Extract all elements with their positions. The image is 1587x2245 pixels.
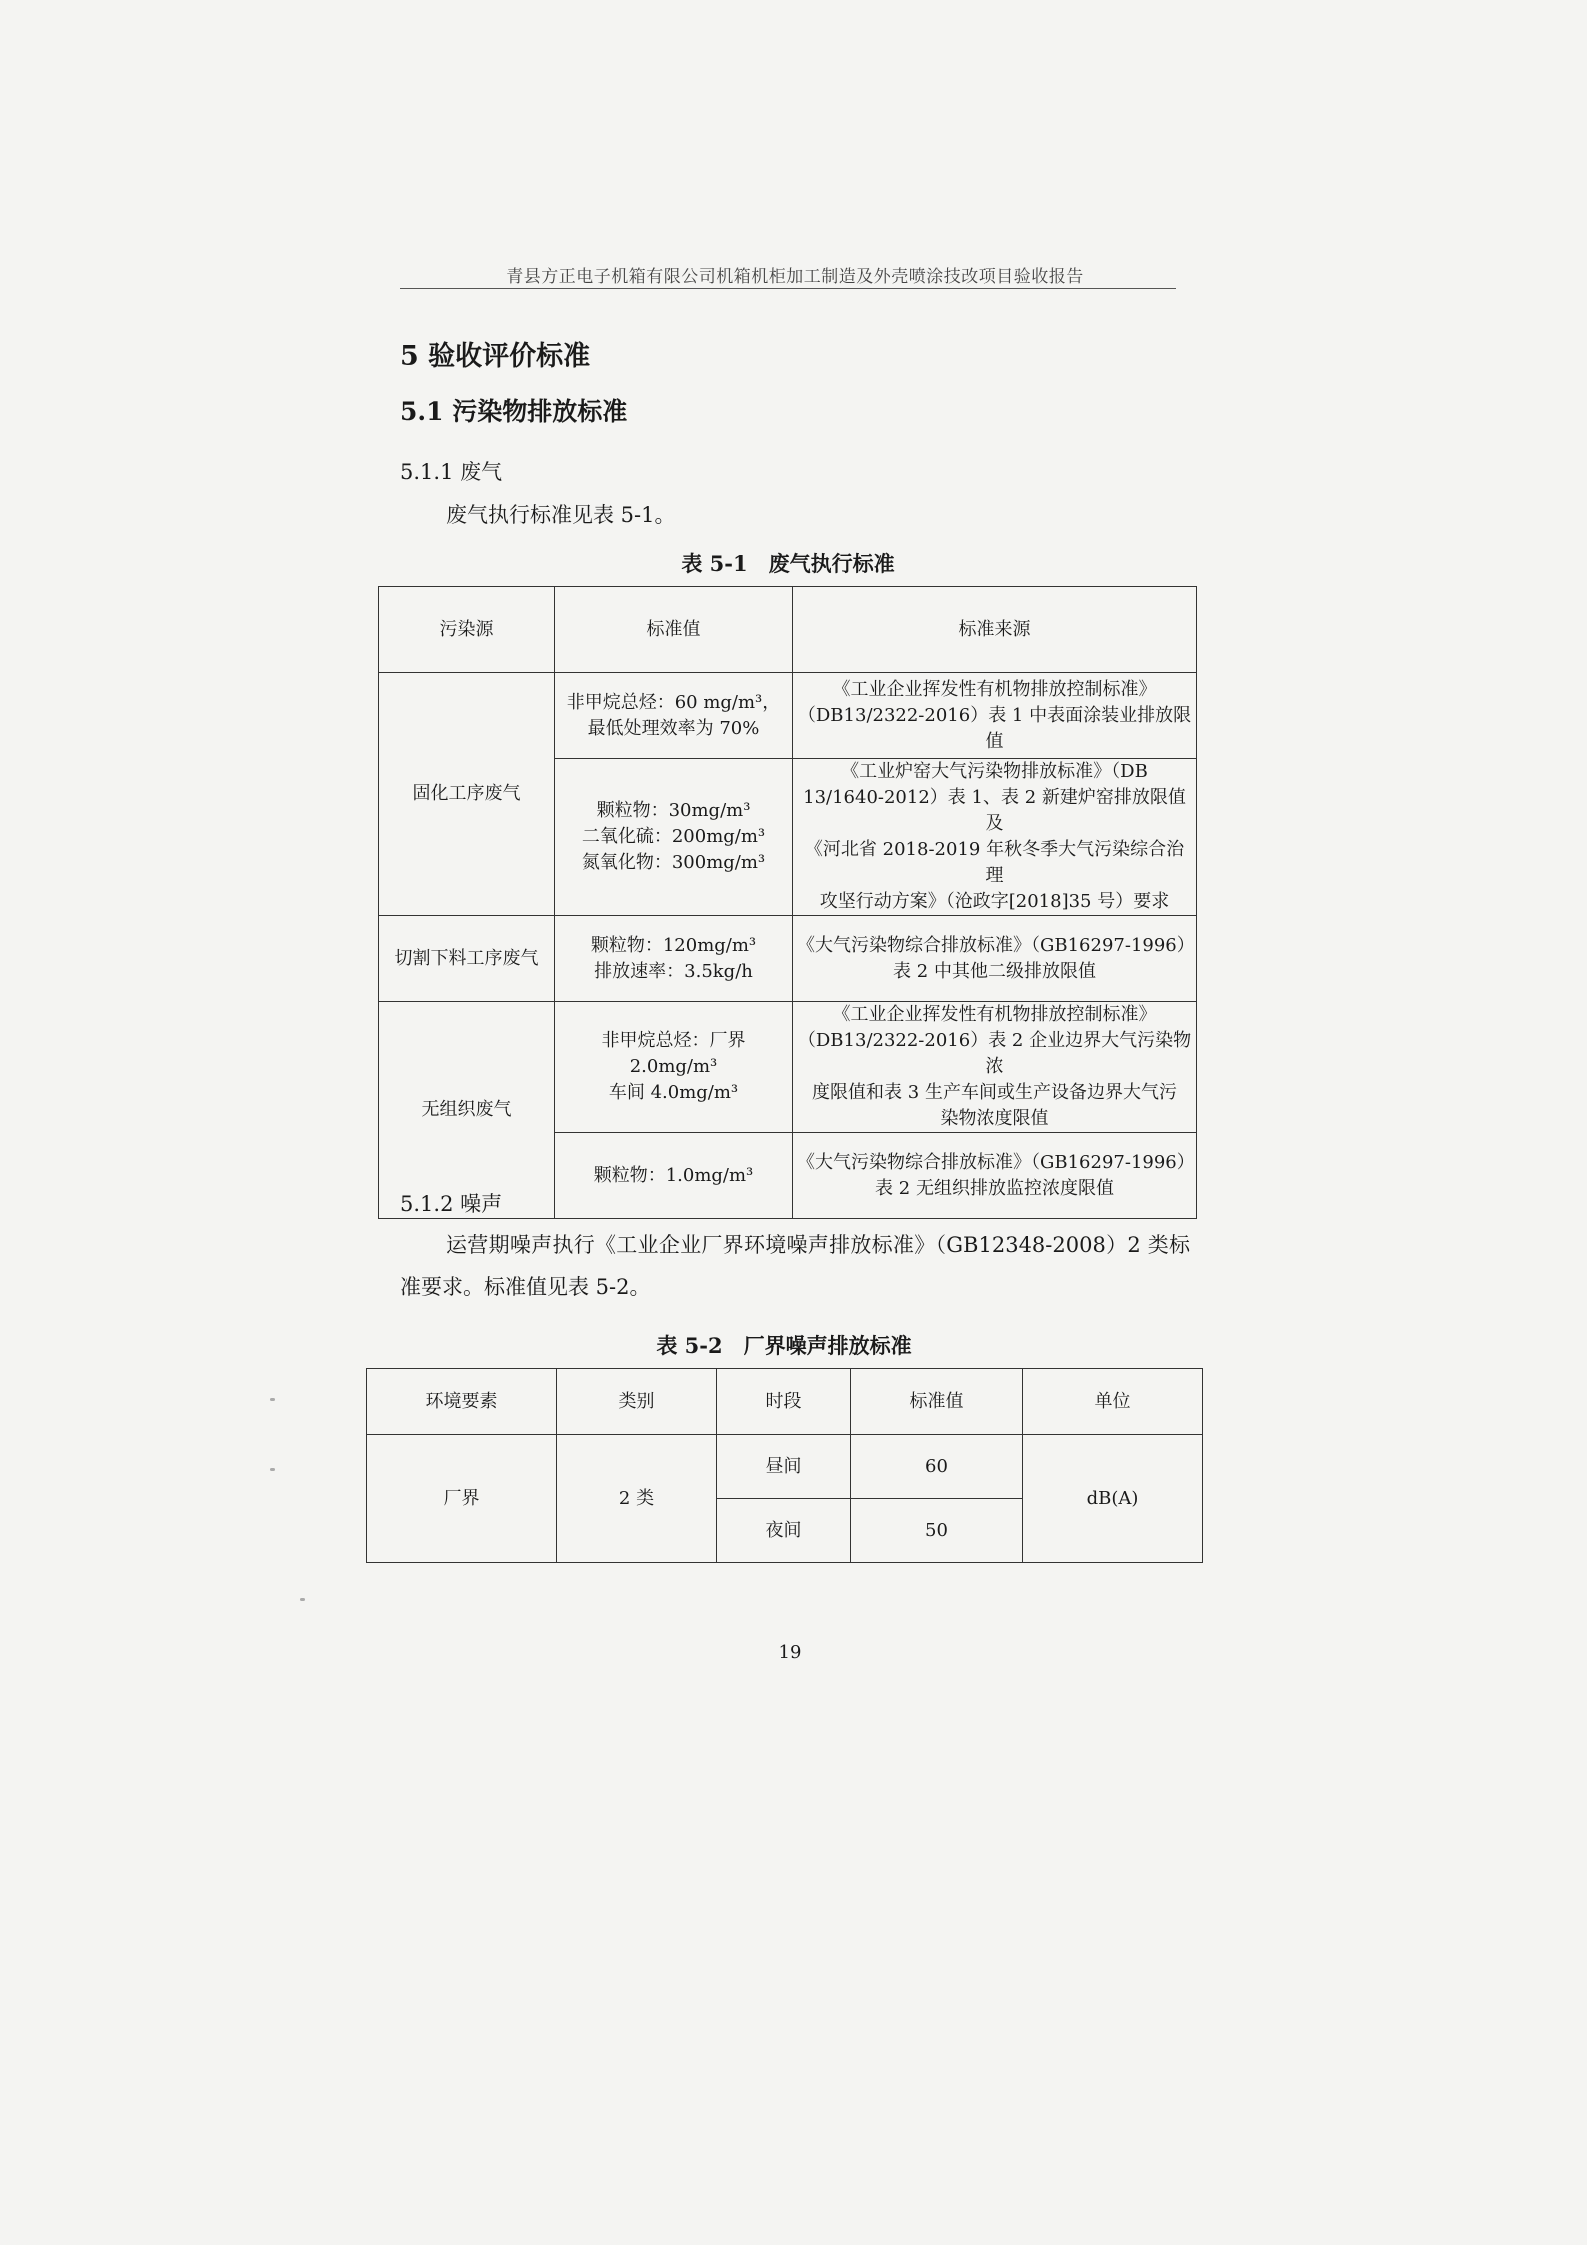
table-header-cell: 标准值 <box>555 587 793 673</box>
table-header-cell: 污染源 <box>379 587 555 673</box>
standard-source-cell: 《工业企业挥发性有机物排放控制标准》 （DB13/2322-2016）表 1 中表面涂装业排放限值 <box>793 673 1197 759</box>
standard-source-cell: 《工业企业挥发性有机物排放控制标准》 （DB13/2322-2016）表 2 企业边界大气污染物浓 度限值和表 3 生产车间或生产设备边界大气污 染物浓度限值 <box>793 1002 1197 1133</box>
table-header-cell: 时段 <box>717 1369 851 1435</box>
standard-value-cell: 非甲烷总烃：厂界 2.0mg/m³ 车间 4.0mg/m³ <box>555 1002 793 1133</box>
standard-value-cell: 60 <box>851 1435 1023 1499</box>
table-header-cell: 环境要素 <box>367 1369 557 1435</box>
header-rule <box>400 288 1176 289</box>
table2-caption: 表 5-2 厂界噪声排放标准 <box>656 1333 912 1358</box>
section-title: 5.1 污染物排放标准 <box>400 397 628 426</box>
standard-value-cell: 颗粒物：30mg/m³ 二氧化硫：200mg/m³ 氮氧化物：300mg/m³ <box>555 759 793 916</box>
table-header-cell: 标准值 <box>851 1369 1023 1435</box>
exhaust-paragraph: 废气执行标准见表 5-1。 <box>446 503 676 527</box>
standard-value-cell: 50 <box>851 1499 1023 1563</box>
standard-source-cell: 《大气污染物综合排放标准》（GB16297-1996） 表 2 中其他二级排放限值 <box>793 916 1197 1002</box>
unit-cell: dB(A) <box>1023 1435 1203 1563</box>
noise-standards-table <box>366 1368 1203 1563</box>
standard-value-cell: 颗粒物：1.0mg/m³ <box>555 1133 793 1219</box>
environment-element-cell: 厂界 <box>367 1435 557 1563</box>
table-row <box>379 916 1197 1002</box>
pollution-source-cell: 无组织废气 <box>379 1002 555 1219</box>
table-row <box>379 673 1197 759</box>
category-cell: 2 类 <box>557 1435 717 1563</box>
page-number: 19 <box>778 1642 802 1663</box>
scan-speck <box>270 1468 275 1471</box>
table-header-row <box>367 1369 1203 1435</box>
scan-speck <box>270 1398 275 1401</box>
table1-caption: 表 5-1 废气执行标准 <box>681 551 895 576</box>
standard-value-cell: 颗粒物：120mg/m³ 排放速率：3.5kg/h <box>555 916 793 1002</box>
exhaust-standards-table <box>378 586 1197 1219</box>
period-cell: 夜间 <box>717 1499 851 1563</box>
table-row <box>367 1435 1203 1499</box>
subsection-title-noise: 5.1.2 噪声 <box>400 1192 503 1216</box>
noise-paragraph: 运营期噪声执行《工业企业厂界环境噪声排放标准》（GB12348-2008）2 类标准要求。标准值见表 5-2。 <box>400 1233 1190 1299</box>
standard-value-cell: 非甲烷总烃：60 mg/m³， 最低处理效率为 70% <box>555 673 793 759</box>
period-cell: 昼间 <box>717 1435 851 1499</box>
table-header-cell: 类别 <box>557 1369 717 1435</box>
pollution-source-cell: 切割下料工序废气 <box>379 916 555 1002</box>
standard-source-cell: 《大气污染物综合排放标准》（GB16297-1996） 表 2 无组织排放监控浓度限值 <box>793 1133 1197 1219</box>
table-header-cell: 单位 <box>1023 1369 1203 1435</box>
table-header-cell: 标准来源 <box>793 587 1197 673</box>
table-row <box>379 1002 1197 1133</box>
standard-source-cell: 《工业炉窑大气污染物排放标准》（DB 13/1640-2012）表 1、表 2 新建炉窑排放限值及 《河北省 2018-2019 年秋冬季大气污染综合治理 攻坚行动方案》（沧政字[2018]35 号）要求 <box>793 759 1197 916</box>
scan-speck <box>300 1598 305 1601</box>
table-header-row <box>379 587 1197 673</box>
running-header: 青县方正电子机箱有限公司机箱机柜加工制造及外壳喷涂技改项目验收报告 <box>506 267 1084 287</box>
chapter-title: 5 验收评价标准 <box>400 341 591 372</box>
pollution-source-cell: 固化工序废气 <box>379 673 555 916</box>
subsection-title-exhaust: 5.1.1 废气 <box>400 460 503 484</box>
